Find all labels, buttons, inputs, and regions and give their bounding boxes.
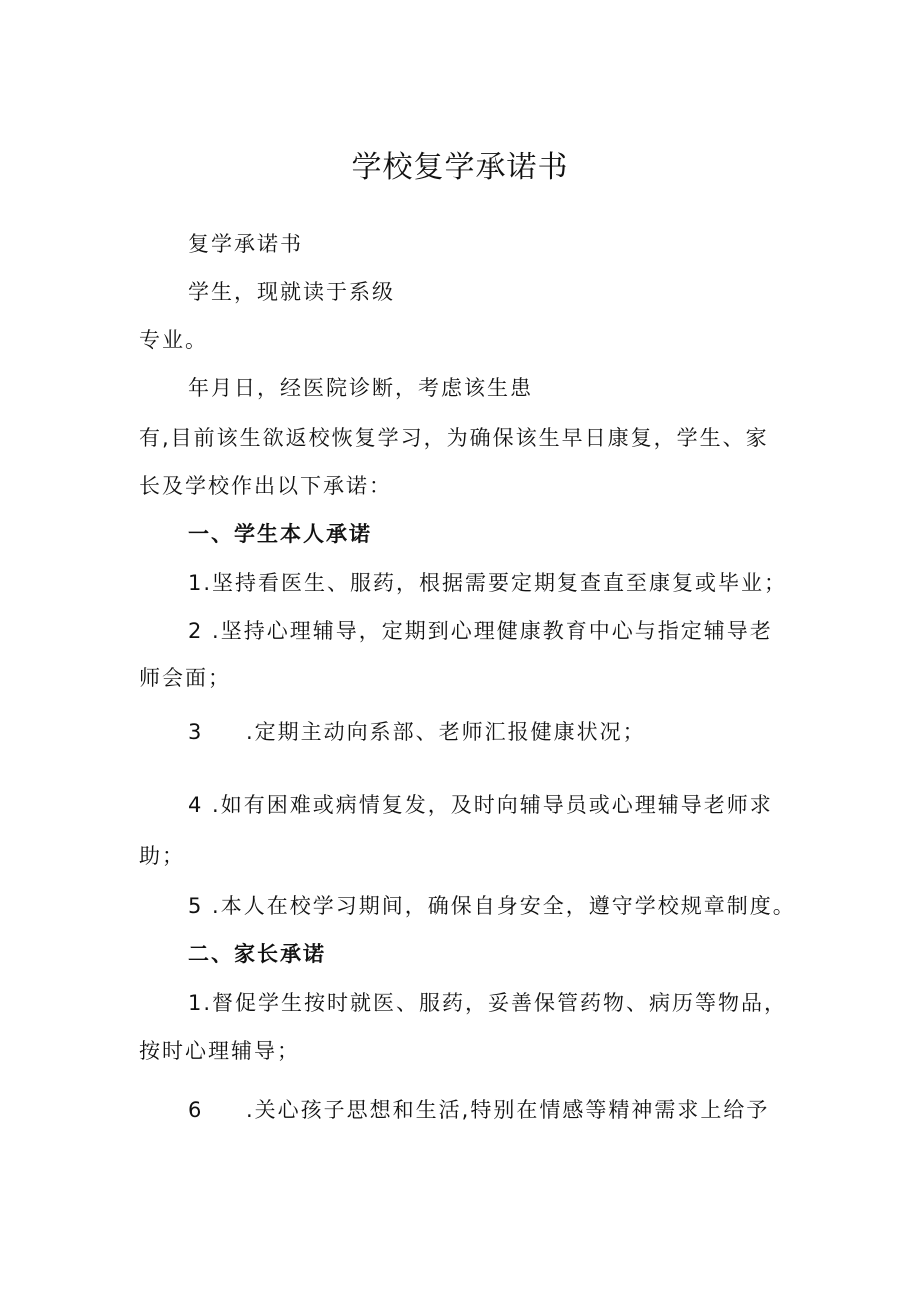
list-item: 5 .本人在校学习期间，确保自身安全，遵守学校规章制度。 [188, 894, 796, 918]
list-item: 1.督促学生按时就医、服药，妥善保管药物、病历等物品， [188, 991, 788, 1015]
list-item-text: .定期主动向系部、老师汇报健康状况； [246, 720, 646, 744]
paragraph-line: 师会面； [139, 666, 231, 690]
list-number: 6 [188, 1098, 204, 1122]
paragraph-line: 年月日，经医院诊断，考虑该生患 [188, 376, 533, 400]
paragraph-line: 专业。 [139, 328, 208, 352]
section-heading: 一、学生本人承诺 [188, 522, 372, 546]
paragraph-line: 有,目前该生欲返校恢复学习，为确保该生早日康复，学生、家 [139, 426, 769, 450]
list-number: 3 [188, 720, 204, 744]
list-item [188, 1096, 769, 1124]
section-heading: 二、家长承诺 [188, 942, 326, 966]
paragraph-line: 按时心理辅导； [139, 1039, 300, 1063]
list-item-text: .关心孩子思想和生活,特别在情感等精神需求上给予 [246, 1098, 770, 1122]
paragraph-line: 长及学校作出以下承诺： [139, 474, 392, 498]
list-item: 2 .坚持心理辅导，定期到心理健康教育中心与指定辅导老 [188, 619, 773, 643]
paragraph-line: 复学承诺书 [188, 232, 303, 256]
list-item [188, 718, 646, 746]
list-item: 1.坚持看医生、服药，根据需要定期复查直至康复或毕业； [188, 571, 788, 595]
paragraph-line: 助； [139, 844, 185, 868]
paragraph-line: 学生，现就读于系级 [188, 280, 395, 304]
document-title: 学校复学承诺书 [351, 150, 569, 185]
list-item: 4 .如有困难或病情复发，及时向辅导员或心理辅导老师求 [188, 793, 773, 817]
